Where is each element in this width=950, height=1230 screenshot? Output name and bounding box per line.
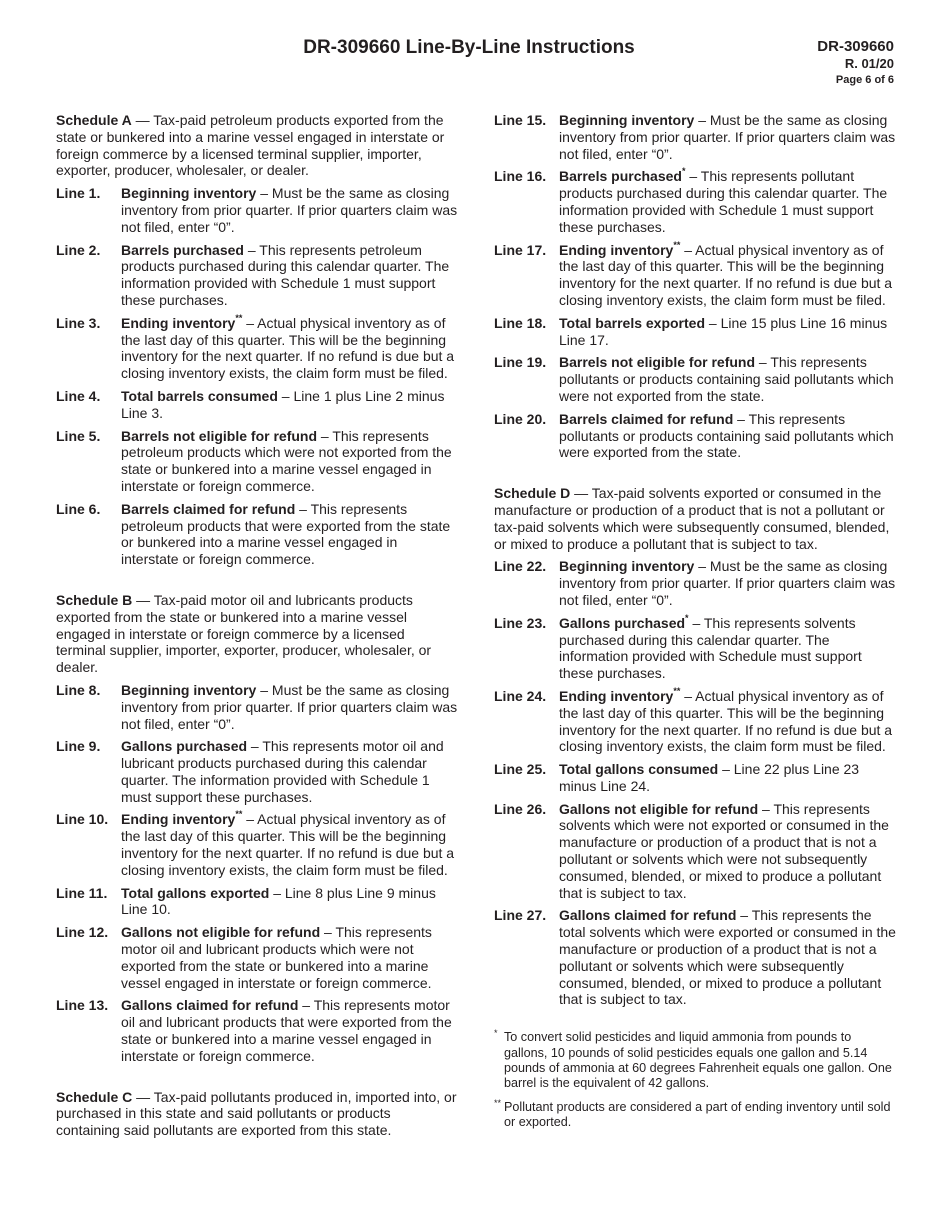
line-number: Line 18.: [494, 314, 547, 331]
line-term: Gallons purchased: [559, 614, 686, 631]
line-term: Barrels claimed for refund: [121, 500, 296, 517]
instruction-line: [494, 907, 896, 1008]
right-column: [494, 112, 896, 1139]
line-number: Line 23.: [494, 614, 547, 631]
line-instruction: [559, 112, 896, 162]
instruction-line: [56, 885, 458, 919]
footnote-marker: **: [235, 809, 243, 820]
instruction-line: [56, 388, 458, 422]
line-term: Gallons claimed for refund: [559, 907, 737, 924]
page-number: Page 6 of 6: [835, 74, 894, 86]
line-number: Line 9.: [56, 738, 101, 755]
line-instruction: [559, 907, 896, 1008]
line-term: Gallons claimed for refund: [121, 997, 299, 1014]
line-description: – This represents solvents purchased during this calendar quarter. The information provided with Schedule must support these purchases.: [559, 614, 862, 682]
footnote-marker: *: [685, 612, 689, 623]
line-description: – Must be the same as closing inventory from prior quarter. If prior quarters claim was not filed, enter “0”.: [559, 112, 896, 162]
schedule-label: Schedule B: [56, 591, 133, 608]
line-description: – This represents solvents which were not exported or consumed in the manufacture or production of a product that is not a pollutant or solvents which were not subsequently consumed, blended, or mixed to produce a pollutant that is subject to tax.: [559, 800, 889, 901]
form-identifier: [817, 38, 894, 88]
line-description: – Must be the same as closing inventory from prior quarter. If prior quarters claim was not filed, enter “0”.: [121, 185, 458, 235]
form-revision: R. 01/20: [844, 56, 894, 71]
line-instruction: [121, 242, 458, 309]
instruction-line: [494, 168, 896, 235]
line-number: Line 4.: [56, 387, 101, 404]
instruction-line: [56, 738, 458, 805]
line-description: – This represents motor oil and lubricant products which were not exported from the state or bunkered into a marine vessel engaged in interstate or foreign commerce.: [121, 924, 432, 991]
line-term: Ending inventory: [559, 687, 674, 704]
line-term: Ending inventory: [121, 314, 236, 331]
schedule-d-lines: [494, 558, 896, 1008]
line-instruction: [121, 997, 458, 1064]
footnote: [494, 1030, 896, 1092]
line-term: Ending inventory: [121, 811, 236, 828]
instruction-line: [494, 315, 896, 349]
instruction-line: [494, 354, 896, 404]
line-description: – Actual physical inventory as of the last day of this quarter. This will be the beginning inventory for the next quarter. If no refund is due but a closing inventory exists, the claim form must be filed.: [121, 811, 455, 878]
line-instruction: [559, 239, 896, 309]
line-description: – This represents petroleum products that were exported from the state or bunkered into a marine vessel engaged in interstate or foreign commerce.: [121, 500, 451, 568]
footnote-text: Pollutant products are considered a part of ending inventory until sold or exported.: [504, 1099, 891, 1130]
line-term: Barrels purchased: [121, 241, 244, 258]
line-number: Line 2.: [56, 241, 101, 258]
line-instruction: [121, 738, 458, 805]
line-term: Beginning inventory: [121, 681, 257, 698]
footnote-mark: **: [494, 1097, 502, 1108]
line-instruction: [121, 885, 458, 919]
line-term: Beginning inventory: [559, 558, 695, 575]
line-description: – This represents motor oil and lubricant products that were exported from the state or bunkered into a marine vessel engaged in interstate or foreign commerce.: [121, 997, 452, 1064]
instruction-line: [56, 242, 458, 309]
line-instruction: [559, 168, 896, 235]
line-instruction: [559, 801, 896, 902]
line-term: Barrels not eligible for refund: [121, 427, 318, 444]
line-description: – Line 1 plus Line 2 minus Line 3.: [121, 387, 445, 421]
schedule-a-intro: [56, 112, 458, 179]
line-instruction: [121, 501, 458, 568]
line-number: Line 25.: [494, 761, 547, 778]
instruction-line: [494, 801, 896, 902]
instruction-line: [494, 239, 896, 309]
line-term: Barrels not eligible for refund: [559, 354, 756, 371]
line-number: Line 12.: [56, 924, 109, 941]
schedule-b-lines: [56, 682, 458, 1065]
line-number: Line 5.: [56, 427, 101, 444]
instruction-line: [494, 558, 896, 608]
instruction-line: [56, 185, 458, 235]
line-instruction: [559, 411, 896, 461]
line-instruction: [121, 185, 458, 235]
footnote: [494, 1097, 896, 1131]
line-term: Gallons purchased: [121, 738, 248, 755]
schedule-description: — Tax-paid motor oil and lubricants products exported from the state or bunkered into a marine vessel engaged in interstate or foreign commerce by a licensed terminal supplier, importer, exporter, producer, wholesaler, or dealer.: [56, 591, 432, 676]
line-term: Barrels purchased: [559, 168, 682, 185]
line-number: Line 19.: [494, 354, 547, 371]
footnote-text: To convert solid pesticides and liquid ammonia from pounds to gallons, 10 pounds of solid pesticides equals one gallon and 5.14 pounds of ammonia at 60 degrees Fahrenheit equals one gallon. One barrel is the equivalent of 42 gallons.: [504, 1030, 892, 1091]
instruction-line: [494, 112, 896, 162]
footnote-mark: *: [494, 1028, 498, 1039]
line-instruction: [121, 312, 458, 382]
schedule-d-intro: [494, 485, 896, 552]
line-number: Line 6.: [56, 500, 101, 517]
line-description: – This represents pollutants or products containing said pollutants which were not exported from the state.: [559, 354, 894, 404]
line-term: Beginning inventory: [121, 185, 257, 202]
schedule-c-lines: [494, 112, 896, 461]
instruction-line: [494, 411, 896, 461]
line-term: Gallons not eligible for refund: [121, 924, 321, 941]
schedule-label: Schedule C: [56, 1088, 133, 1105]
line-description: – This represents pollutants or products containing said pollutants which were exported from the state.: [559, 410, 894, 461]
left-column: [56, 112, 458, 1145]
line-instruction: [559, 315, 896, 349]
schedule-b-intro: [56, 592, 458, 676]
line-number: Line 11.: [56, 884, 108, 901]
line-instruction: [121, 388, 458, 422]
line-number: Line 1.: [56, 185, 101, 202]
line-description: – Line 15 plus Line 16 minus Line 17.: [559, 314, 888, 348]
line-description: – Actual physical inventory as of the last day of this quarter. This will be the beginning inventory for the next quarter. If no refund is due but a closing inventory exists, the claim form must be filed.: [559, 241, 893, 308]
instruction-line: [56, 924, 458, 991]
instruction-line: [56, 312, 458, 382]
line-description: – Must be the same as closing inventory from prior quarter. If prior quarters claim was not filed, enter “0”.: [121, 681, 458, 732]
line-description: – This represents motor oil and lubricant products purchased during this calendar quarter. The information provided with Schedule 1 must support these purchases.: [121, 738, 444, 805]
instruction-line: [56, 501, 458, 568]
line-number: Line 24.: [494, 687, 547, 704]
footnote-marker: *: [681, 166, 686, 177]
line-number: Line 10.: [56, 811, 109, 828]
footnote-marker: **: [235, 312, 243, 323]
line-number: Line 20.: [494, 410, 547, 427]
line-instruction: [559, 612, 896, 682]
line-number: Line 3.: [56, 314, 101, 331]
line-description: – Must be the same as closing inventory from prior quarter. If prior quarters claim was not filed, enter “0”.: [559, 558, 896, 608]
schedule-a-lines: [56, 185, 458, 568]
line-number: Line 16.: [494, 168, 547, 185]
line-description: – Actual physical inventory as of the last day of this quarter. This will be the beginning inventory for the next quarter. If no refund is due but a closing inventory exists, the claim form must be filed.: [559, 687, 893, 755]
line-instruction: [559, 685, 896, 755]
line-instruction: [121, 682, 458, 732]
instruction-line: [56, 682, 458, 732]
schedule-description: — Tax-paid petroleum products exported from the state or bunkered into a marine vessel engaged in interstate or foreign commerce by a licensed terminal supplier, importer, exporter, producer, wholesaler, or dealer.: [56, 112, 445, 179]
line-number: Line 17.: [494, 241, 547, 258]
line-term: Total gallons consumed: [559, 761, 719, 778]
line-number: Line 15.: [494, 112, 547, 128]
instruction-line: [494, 761, 896, 795]
line-number: Line 8.: [56, 681, 101, 698]
line-instruction: [121, 924, 458, 991]
instruction-line: [494, 685, 896, 755]
instruction-line: [56, 997, 458, 1064]
line-number: Line 27.: [494, 907, 547, 924]
line-number: Line 13.: [56, 997, 109, 1014]
line-instruction: [121, 811, 458, 878]
line-term: Beginning inventory: [559, 112, 695, 128]
schedule-description: — Tax-paid pollutants produced in, imported into, or purchased in this state and said pollutants or products containing said pollutants are exported from this state.: [56, 1088, 457, 1139]
line-description: – This represents the total solvents which were exported or consumed in the manufacture or production of a product that is not a pollutant or solvents which were subsequently consumed, blended, or mixed to produce a pollutant that is subject to tax.: [559, 907, 896, 1008]
instruction-line: [56, 811, 458, 878]
line-instruction: [121, 428, 458, 495]
footnote-marker: **: [673, 685, 681, 696]
line-term: Gallons not eligible for refund: [559, 800, 759, 817]
instruction-line: [494, 612, 896, 682]
line-instruction: [559, 761, 896, 795]
schedule-label: Schedule D: [494, 485, 571, 502]
line-number: Line 22.: [494, 558, 547, 575]
line-description: – Actual physical inventory as of the last day of this quarter. This will be the beginning inventory for the next quarter. If no refund is due but a closing inventory exists, the claim form must be filed.: [121, 314, 455, 382]
footnotes: [494, 1030, 896, 1130]
form-number: DR-309660: [817, 38, 894, 55]
line-description: – This represents petroleum products purchased during this calendar quarter. The information provided with Schedule 1 must support these purchases.: [121, 241, 450, 308]
line-term: Total barrels exported: [559, 314, 706, 331]
line-number: Line 26.: [494, 800, 547, 817]
line-description: – Line 22 plus Line 23 minus Line 24.: [559, 761, 860, 794]
line-term: Total gallons exported: [121, 884, 270, 901]
footnote-marker: **: [673, 239, 681, 250]
line-instruction: [559, 354, 896, 404]
line-term: Barrels claimed for refund: [559, 410, 734, 427]
line-description: – This represents pollutant products purchased during this calendar quarter. The information provided with Schedule 1 must support these purchases.: [559, 168, 888, 235]
line-description: – Line 8 plus Line 9 minus Line 10.: [121, 884, 436, 918]
schedule-description: — Tax-paid solvents exported or consumed in the manufacture or production of a product that is not a pollutant or tax-paid solvents which were subsequently consumed, blended, or mixed to produce a pollutant that is subject to tax.: [494, 485, 890, 552]
line-instruction: [559, 558, 896, 608]
instruction-line: [56, 428, 458, 495]
page-title: DR-309660 Line-By-Line Instructions: [303, 37, 635, 58]
schedule-label: Schedule A: [56, 112, 132, 128]
line-term: Total barrels consumed: [121, 387, 278, 404]
line-description: – This represents petroleum products which were not exported from the state or bunkered into a marine vessel engaged in interstate or foreign commerce.: [121, 427, 452, 494]
schedule-c-intro: [56, 1089, 458, 1139]
line-term: Ending inventory: [559, 241, 674, 258]
